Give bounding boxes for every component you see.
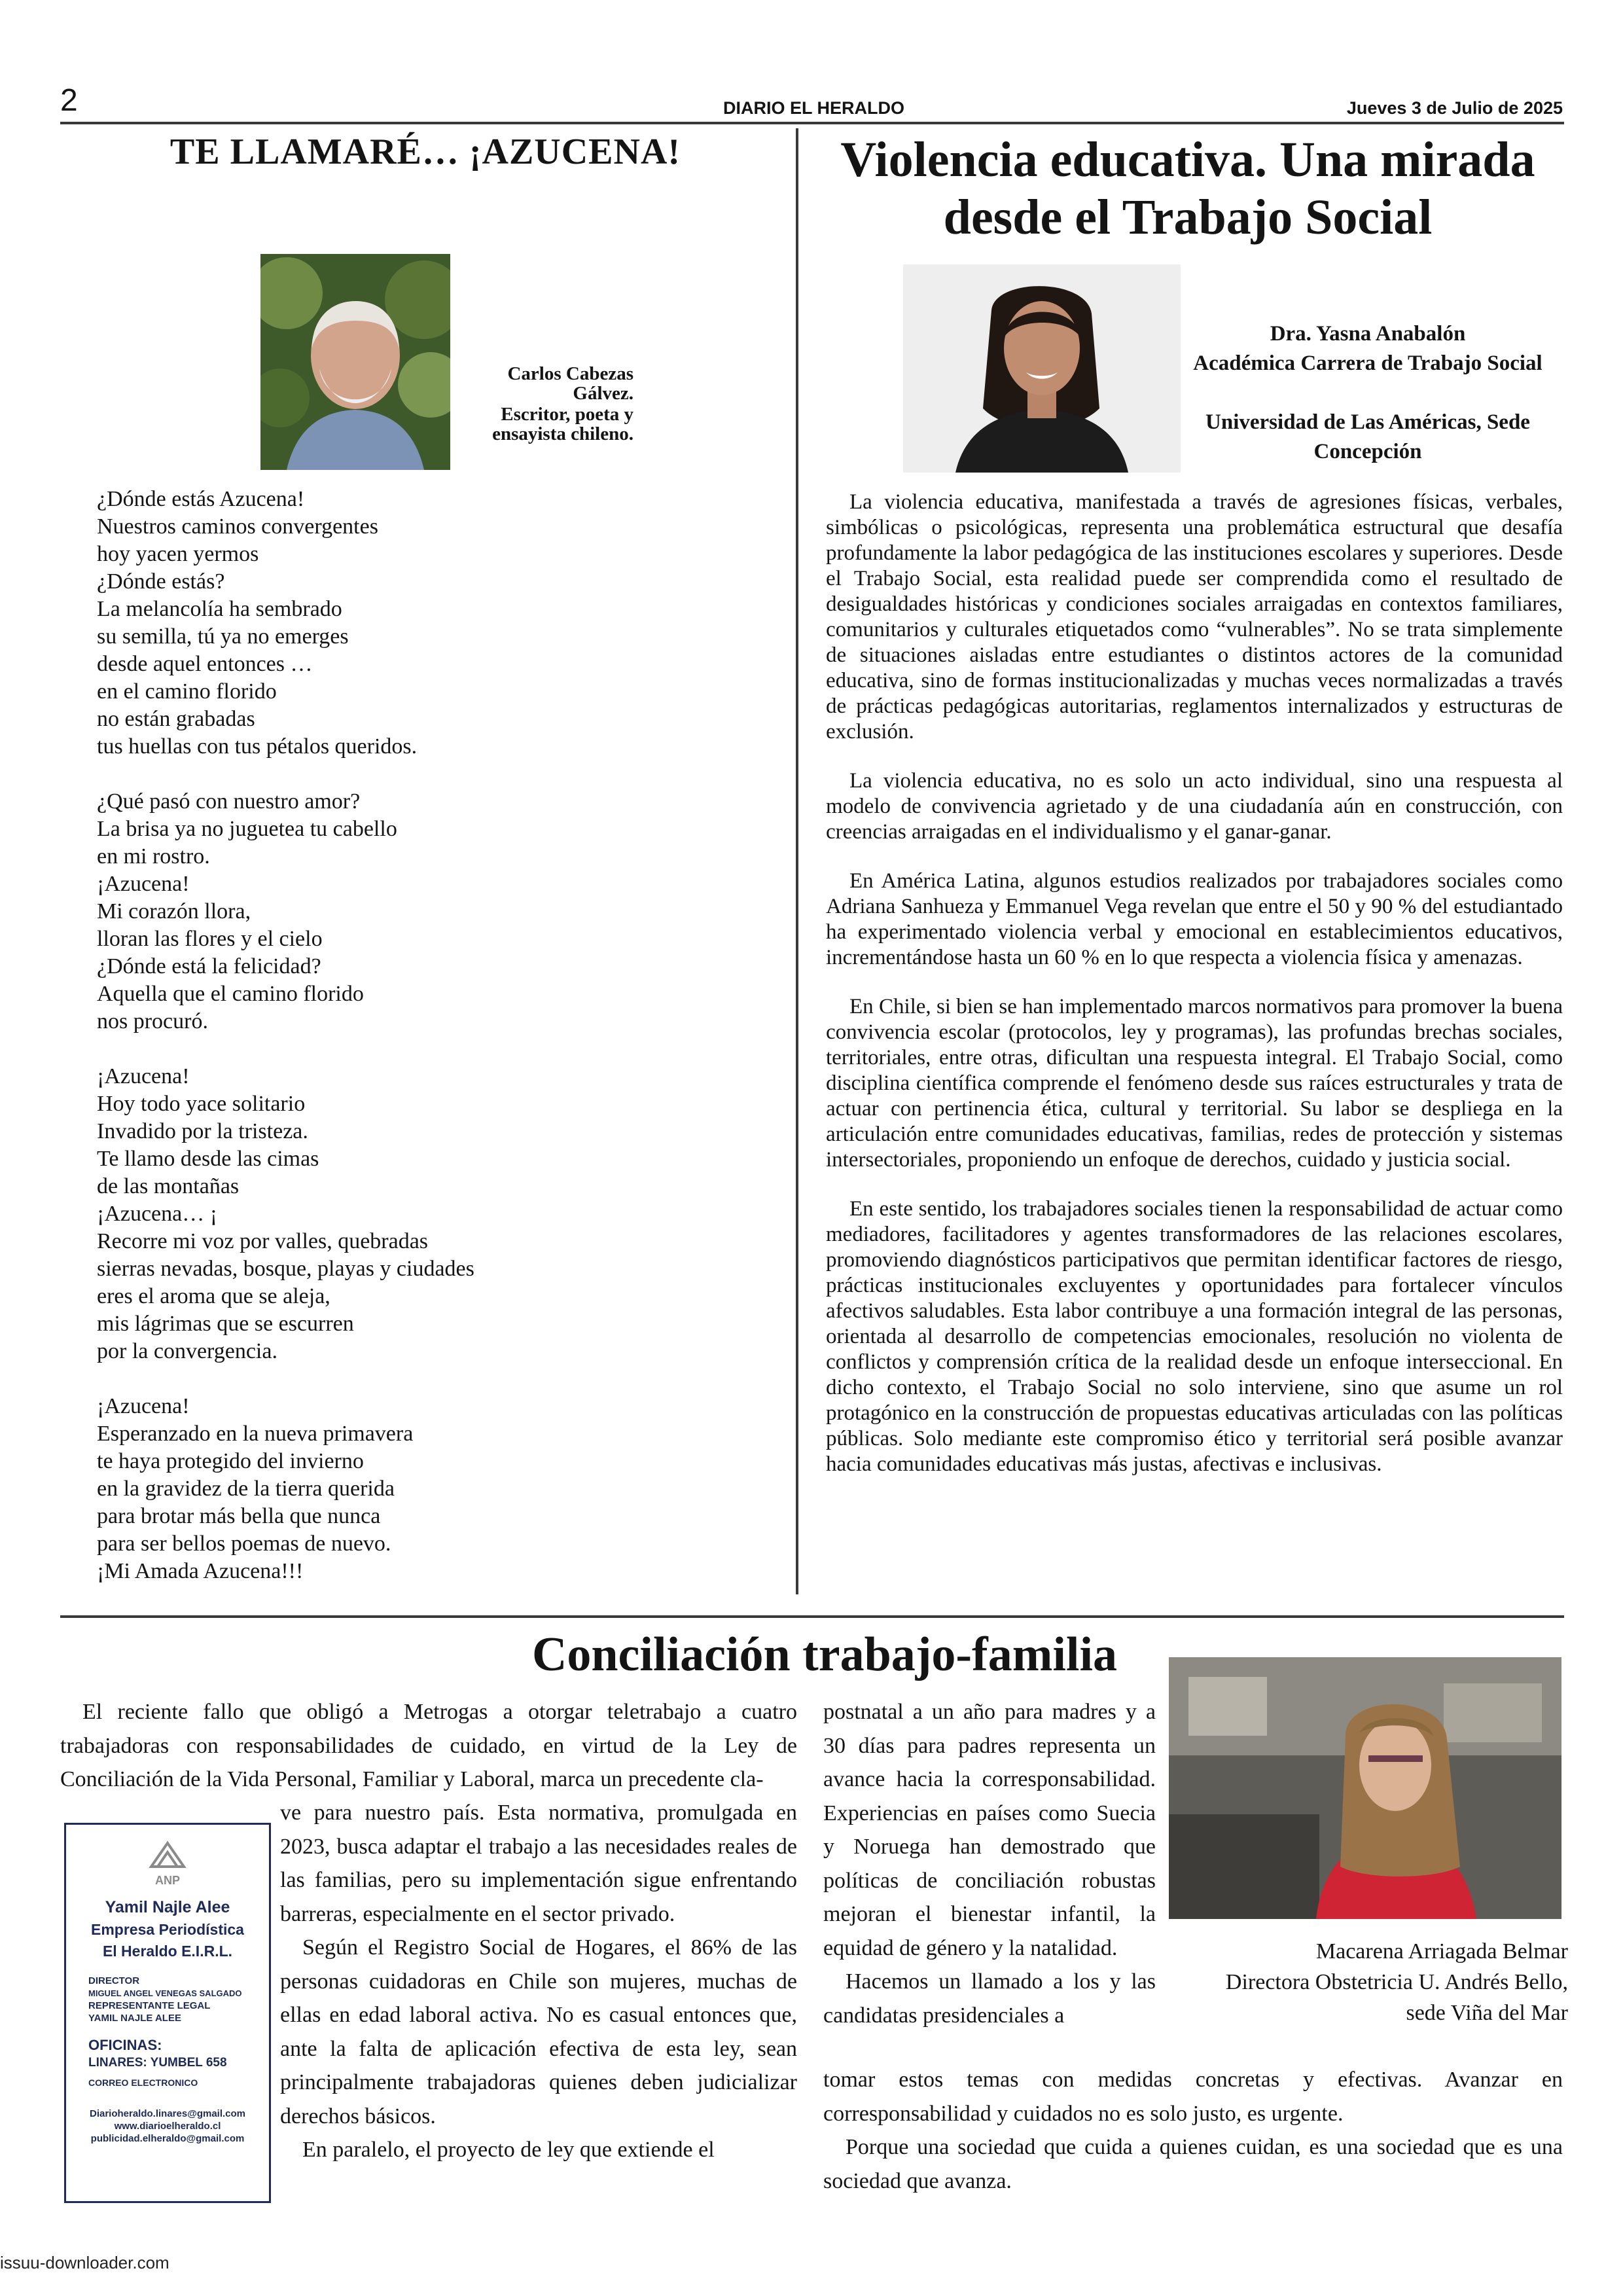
poem-line: mis lágrimas que se escurren [97, 1312, 354, 1336]
watermark: issuu-downloader.com [0, 2253, 169, 2272]
article2-author-role: Directora Obstetricia U. Andrés Bello, [1225, 1970, 1568, 1994]
article2-col1-rest [280, 1796, 797, 2167]
article2-col2-wide [823, 2063, 1563, 2198]
masthead-offices-label: OFICINAS: [88, 2037, 162, 2053]
poem-line: Aquella que el camino florido [97, 982, 364, 1006]
article2-author-location: sede Viña del Mar [1406, 2001, 1568, 2025]
article2-paragraph: Hacemos un llamado a los y las candidatas presidenciales a [823, 1969, 1156, 2028]
article2-paragraph: El reciente fallo que obligó a Metrogas a otorgar teletrabajo a cuatro trabajadoras con responsabilidades de cuidado, en virtud de la Ley de Conciliación de la Vida Personal, Familiar y Laboral, marca un precedente cla- [60, 1700, 797, 1791]
poem-line: Invadido por la tristeza. [97, 1119, 308, 1143]
masthead-offices-value: LINARES: YUMBEL 658 [88, 2056, 227, 2070]
article1-title: Violencia educativa. Una mirada desde el Trabajo Social [840, 132, 1535, 245]
masthead-company-line1: Empresa Periodística [91, 1921, 244, 1938]
poem-line: de las montañas [97, 1174, 240, 1198]
paragraph-gap [826, 745, 1563, 768]
stanza-gap [97, 761, 791, 788]
poem-line: en mi rostro. [97, 844, 210, 869]
paragraph-gap [826, 971, 1563, 994]
poem-line: La melancolía ha sembrado [97, 597, 342, 621]
poem-line: ¿Dónde estás? [97, 569, 225, 594]
poem-line: en la gravidez de la tierra querida [97, 1477, 395, 1501]
poem-line: hoy yacen yermos [97, 542, 259, 566]
article-paragraph: La violencia educativa, no es solo un acto individual, sino una respuesta al modelo de convivencia agrietado y de una ciudadanía aún en construcción, con creencias arraigadas en el individualismo y el ganar-ganar. [826, 769, 1563, 844]
article2-title: Conciliación trabajo-familia [531, 1628, 1118, 1681]
anp-logo [66, 1840, 269, 1888]
poem-line: desde aquel entonces … [97, 652, 313, 676]
paragraph-gap [826, 845, 1563, 869]
poem-line: su semilla, tú ya no emerges [97, 624, 349, 649]
article-paragraph: La violencia educativa, manifestada a través de agresiones físicas, verbales, simbólicas o psicológicas, representa una problemática estructural que desafía profundamente la labor pedagógica de las instituciones escolares y superiores. Desde el Trabajo Social, esta realidad puede ser comprendida como el resultado de desigualdades históricas y condiciones sociales arraigadas en contextos familiares, comunitarios y culturales etiquetados como “vulnerables”. No se trata simplemente de situaciones aisladas entre estudiantes o distintos actores de la comunidad educativa, sino de formas institucionalizadas y muchas veces normalizadas a través de prácticas pedagógicas autoritarias, reglamentos internalizados y estructuras de exclusión. [826, 490, 1563, 744]
article2-paragraph: tomar estos temas con medidas concretas y efectivas. Avanzar en corresponsabilidad y cuidados no es solo justo, es urgente. [823, 2068, 1563, 2126]
article-paragraph: En este sentido, los trabajadores sociales tienen la responsabilidad de actuar como mediadores, facilitadores y agentes transformadores de las relaciones escolares, promoviendo diagnósticos participativos que permitan identificar factores de riesgo, prácticas institucionales excluyentes y oportunidades para fortalecer vínculos afectivos saludables. Esta labor contribuye a una formación integral de las personas, orientada al desarrollo de competencias emocionales, resolución no violenta de conflictos y comprensión crítica de la realidad desde un enfoque interseccional. En dicho contexto, el Trabajo Social no solo interviene, sino que asume un rol protagónico en la construcción de propuestas educativas articuladas con las políticas públicas. Solo mediante este compromiso ético y territorial será posible avanzar hacia comunidades educativas más justas, afectivas e inclusivas. [826, 1197, 1563, 1476]
poem-line: La brisa ya no juguetea tu cabello [97, 817, 397, 841]
article1-body [826, 490, 1563, 1477]
article2-paragraph: ve para nuestro país. Esta normativa, promulgada en 2023, busca adaptar el trabajo a las necesidades reales de las familias, pero su implementación sigue enfrentando barreras, especialmente en el sector privado. [280, 1801, 797, 1926]
stanza-gap [97, 1365, 791, 1393]
poem-line: ¡Azucena! [97, 872, 190, 896]
masthead-director-label: DIRECTOR [88, 1975, 140, 1986]
masthead-owner: Yamil Najle Alee [105, 1898, 230, 1916]
masthead-legal-name: YAMIL NAJLE ALEE [88, 2013, 181, 2024]
poem-author-desc: Escritor, poeta y ensayista chileno. [492, 404, 633, 444]
article1-author-name: Dra. Yasna Anabalón [1270, 322, 1466, 346]
poem-line: tus huellas con tus pétalos queridos. [97, 734, 418, 759]
stanza-gap [97, 1035, 791, 1063]
article-paragraph: En Chile, si bien se han implementado marcos normativos para promover la buena convivencia escolar (protocolos, ley y programas), las profundas brechas sociales, territoriales, entre otras, dificultan una respuesta integral. El Trabajo Social, como disciplina científica comprende el fenómeno desde sus raíces estructurales y trata de actuar con pertinencia ética, cultural y territorial. Su labor se despliega en la articulación entre comunidades educativas, familias, redes de protección y sistemas intersectoriales, proponiendo un enfoque de derechos, cuidado y justicia social. [826, 995, 1563, 1172]
author-photo-macarena [1169, 1657, 1561, 1919]
page-number: 2 [60, 83, 78, 118]
article-paragraph: En América Latina, algunos estudios realizados por trabajadores sociales como Adriana Sanhueza y Emmanuel Vega revelan que entre el 50 y 90 % del estudiantado ha experimentado violencia verbal y emocional en establecimientos educativos, incrementándose hasta un 60 % en lo que respecta a violencia física y amenazas. [826, 869, 1563, 969]
newspaper-name: DIARIO EL HERALDO [723, 98, 905, 118]
masthead-email-label: CORREO ELECTRONICO [88, 2077, 198, 2088]
poem-line: lloran las flores y el cielo [97, 927, 323, 951]
poem-line: Recorre mi voz por valles, quebradas [97, 1229, 429, 1253]
masthead-director-name: MIGUEL ANGEL VENEGAS SALGADO [88, 1988, 242, 1998]
masthead-legal-label: REPRESENTANTE LEGAL [88, 2000, 211, 2011]
poem-line: ¿Qué pasó con nuestro amor? [97, 789, 361, 814]
poem-line: ¿Dónde estás Azucena! [97, 487, 305, 511]
article1-author-affiliation: Universidad de Las Américas, Sede Concepción [1205, 410, 1530, 463]
poem-line: sierras nevadas, bosque, playas y ciudades [97, 1257, 474, 1281]
article2-author-name: Macarena Arriagada Belmar [1315, 1939, 1568, 1964]
poem-title: TE LLAMARÉ… ¡AZUCENA! [169, 132, 681, 172]
article2-col1-intro [60, 1695, 797, 1797]
masthead-company-line2: El Heraldo E.I.R.L. [102, 1943, 233, 1960]
poem-line: por la convergencia. [97, 1339, 277, 1363]
poem-line: para brotar más bella que nunca [97, 1504, 381, 1528]
poem-line: Esperanzado en la nueva primavera [97, 1422, 414, 1446]
poem-line: te haya protegido del invierno [97, 1449, 364, 1473]
masthead-box [64, 1823, 271, 2203]
poem-line: Mi corazón llora, [97, 899, 251, 924]
header-rule [60, 122, 1564, 124]
poem-line: ¡Azucena! [97, 1064, 190, 1088]
article2-paragraph: En paralelo, el proyecto de ley que extiende el [302, 2138, 715, 2162]
masthead-email1: Diarioheraldo.linares@gmail.com [89, 2108, 246, 2119]
anp-logo-icon [145, 1840, 190, 1871]
poem-line: no están grabadas [97, 707, 255, 731]
poem-line: ¿Dónde está la felicidad? [97, 954, 321, 978]
poem-line: ¡Azucena… ¡ [97, 1202, 218, 1226]
issue-date: Jueves 3 de Julio de 2025 [1346, 98, 1563, 118]
section-rule [60, 1615, 1564, 1618]
article2-col2 [823, 1695, 1156, 2032]
paragraph-gap [826, 1173, 1563, 1196]
masthead-website: www.diarioelheraldo.cl [114, 2121, 221, 2132]
poem-line: ¡Mi Amada Azucena!!! [97, 1559, 304, 1583]
article2-paragraph: postnatal a un año para madres y a 30 días para padres representa un avance hacia la corresponsabilidad. Experiencias en países como Suecia y Noruega han demostrado que políticas de conciliación robustas mejoran el bienestar infantil, la equidad de género y la natalidad. [823, 1700, 1156, 1960]
poem-line: para ser bellos poemas de nuevo. [97, 1532, 391, 1556]
poem-line: Nuestros caminos convergentes [97, 514, 378, 539]
poem-line: nos procuró. [97, 1009, 208, 1033]
poem-body [97, 486, 791, 1585]
author-photo-yasna [903, 264, 1181, 473]
poem-line: Te llamo desde las cimas [97, 1147, 319, 1171]
poem-line: ¡Azucena! [97, 1394, 190, 1418]
poem-line: Hoy todo yace solitario [97, 1092, 306, 1116]
poem-line: eres el aroma que se aleja, [97, 1284, 330, 1308]
masthead-email2: publicidad.elheraldo@gmail.com [90, 2133, 245, 2144]
column-separator [796, 128, 798, 1594]
article2-paragraph: Porque una sociedad que cuida a quienes cuidan, es una sociedad que es una sociedad que avanza. [823, 2135, 1563, 2193]
article1-author-role: Académica Carrera de Trabajo Social [1193, 351, 1543, 375]
poem-author-name: Carlos Cabezas Gálvez. [507, 363, 633, 404]
article2-paragraph: Según el Registro Social de Hogares, el 86% de las personas cuidadoras en Chile son mujeres, muchas de ellas en edad laboral activa. No es casual entonces que, ante la falta de aplicación efectiva de esta ley, sean principalmente trabajadoras quienes deben judicializar derechos básicos. [280, 1935, 797, 2128]
poem-line: en el camino florido [97, 679, 277, 704]
anp-logo-text: ANP [154, 1874, 180, 1887]
author-photo-carlos [260, 254, 450, 470]
